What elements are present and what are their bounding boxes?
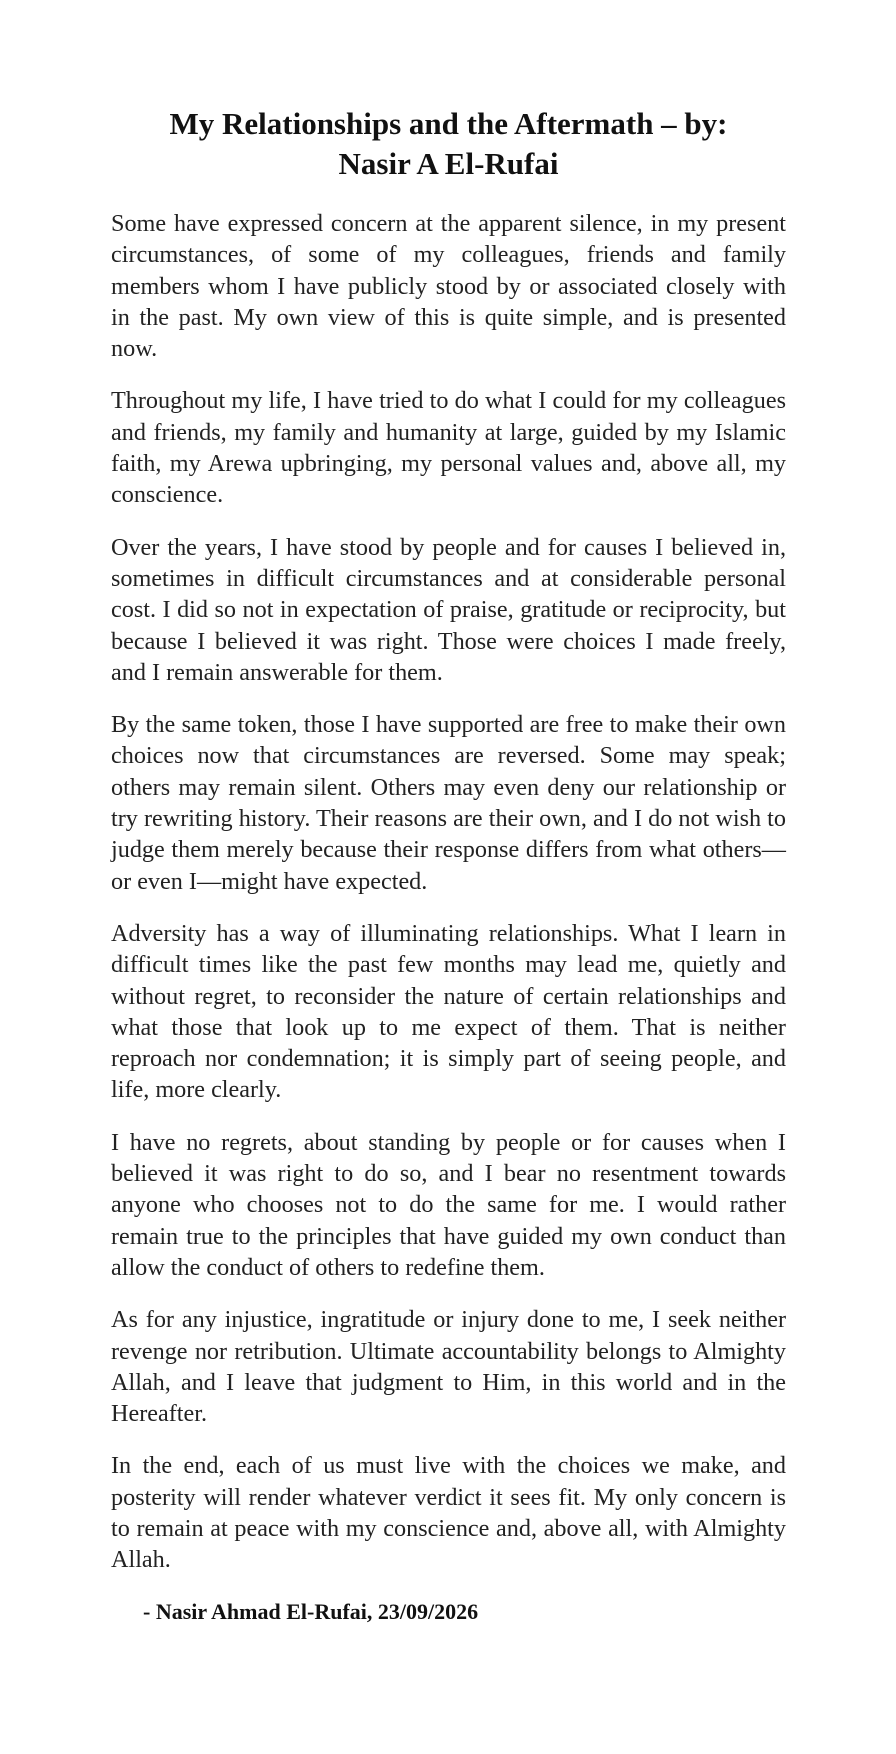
paragraph-4: By the same token, those I have supported are free to make their own choices now that circumstances are reversed. Some may speak; others may remain silent. Others may even deny our relationship or try rewriting history. Their reasons are their own, and I do not wish to judge them merely because their response differs from what others—or even I—might have expected.	[111, 711, 786, 895]
signature: - Nasir Ahmad El-Rufai, 23/09/2026	[143, 1598, 479, 1624]
document-body	[111, 208, 786, 1576]
paragraph-5: Adversity has a way of illuminating relationships. What I learn in difficult times like the past few months may lead me, quietly and without regret, to reconsider the nature of certain relationships and what those that look up to me expect of them. That is neither reproach nor condemnation; it is simply part of seeing people, and life, more clearly.	[111, 919, 786, 1104]
paragraph-1: Some have expressed concern at the apparent silence, in my present circumstances, of some of my colleagues, friends and family members whom I have publicly stood by or associated closely with in the past. My own view of this is quite simple, and is presented now.	[111, 210, 786, 363]
paragraph-2: Throughout my life, I have tried to do what I could for my colleagues and friends, my family and humanity at large, guided by my Islamic faith, my Arewa upbringing, my personal values and, above all, my conscience.	[111, 387, 786, 509]
paragraph-7: As for any injustice, ingratitude or injury done to me, I seek neither revenge nor retribution. Ultimate accountability belongs to Almighty Allah, and I leave that judgment to Him, in this world and in the Hereafter.	[111, 1306, 786, 1428]
title-line-1: My Relationships and the Aftermath – by:	[169, 106, 728, 141]
document-title	[111, 104, 786, 184]
paragraph-3: Over the years, I have stood by people and for causes I believed in, sometimes in difficult circumstances and at considerable personal cost. I did so not in expectation of praise, gratitude or reciprocity, but because I believed it was right. Those were choices I made freely, and I remain answerable for them.	[111, 533, 786, 686]
paragraph-6: I have no regrets, about standing by people or for causes when I believed it was right to do so, and I bear no resentment towards anyone who chooses not to do the same for me. I would rather remain true to the principles that have guided my own conduct than allow the conduct of others to redefine them.	[111, 1128, 786, 1281]
paragraph-8: In the end, each of us must live with the choices we make, and posterity will render whatever verdict it sees fit. My only concern is to remain at peace with my conscience and, above all, with Almighty Allah.	[111, 1452, 786, 1574]
title-line-2: Nasir A El-Rufai	[338, 146, 559, 181]
